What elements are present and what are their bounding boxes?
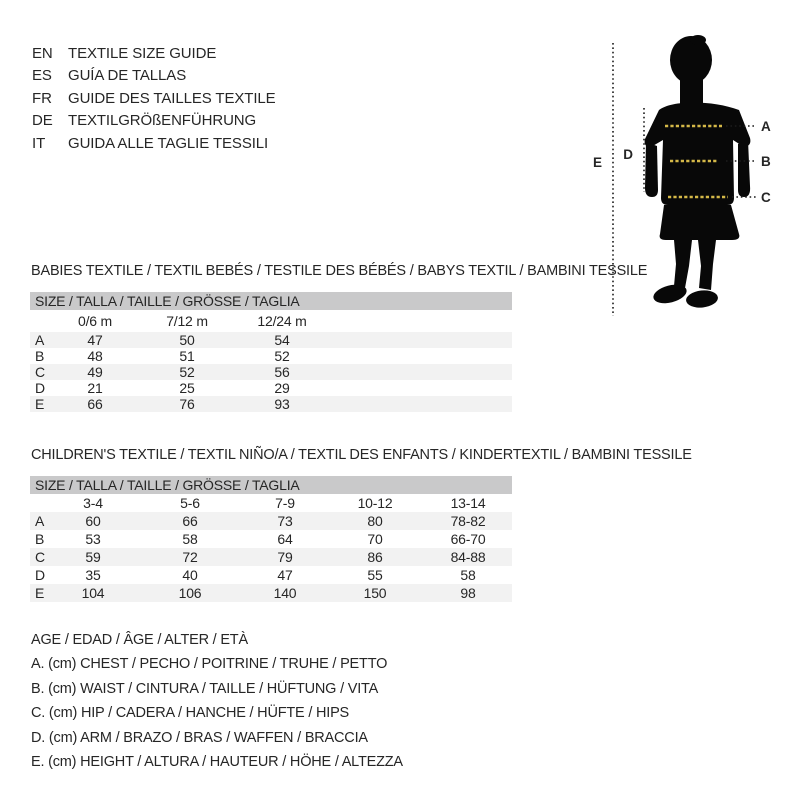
table-cell: 79 (277, 549, 293, 565)
column-header: 7/12 m (166, 313, 208, 329)
marker-label-d: D (623, 147, 633, 162)
lang-row-es (32, 65, 276, 88)
row-label: D (35, 567, 45, 583)
row-label: C (35, 549, 45, 565)
silhouette-left-arm (645, 142, 658, 197)
children-section-title: CHILDREN'S TEXTILE / TEXTIL NIÑO/A / TEXTIL DES ENFANTS / KINDERTEXTIL / BAMBINI TESSILE (31, 447, 692, 463)
table-row (30, 396, 512, 412)
legend-line-hip: C. (cm) HIP / CADERA / HANCHE / HÜFTE / HIPS (31, 705, 350, 722)
table-cell: 98 (460, 585, 476, 601)
lang-code: IT (32, 134, 46, 152)
legend-line-chest: A. (cm) CHEST / PECHO / POITRINE / TRUHE / PETTO (31, 656, 388, 673)
lang-title: GUÍA DE TALLAS (68, 67, 187, 85)
silhouette-hair (690, 35, 706, 45)
table-cell: 72 (182, 549, 198, 565)
table-cell: 49 (87, 364, 103, 380)
table-cell: 59 (85, 549, 101, 565)
marker-label-c: C (761, 190, 771, 205)
table-row (30, 332, 512, 348)
table-cell: 140 (273, 585, 297, 601)
lang-title: TEXTILGRÖßENFÜHRUNG (68, 112, 257, 130)
column-header: 5-6 (180, 495, 200, 511)
table-cell: 52 (179, 364, 195, 380)
column-header: 7-9 (275, 495, 295, 511)
table-cell: 150 (363, 585, 387, 601)
table-cell: 66 (182, 513, 198, 529)
row-label: D (35, 380, 45, 396)
column-header: 13-14 (450, 495, 486, 511)
table-cell: 78-82 (450, 513, 486, 529)
table-cell: 25 (179, 380, 195, 396)
table-row (30, 548, 512, 566)
marker-label-b: B (761, 154, 771, 169)
column-header-row (30, 310, 512, 332)
table-cell: 35 (85, 567, 101, 583)
table-cell: 50 (179, 332, 195, 348)
table-cell: 84-88 (450, 549, 486, 565)
lang-row-fr (32, 87, 276, 110)
table-cell: 70 (367, 531, 383, 547)
table-row (30, 530, 512, 548)
table-row (30, 348, 512, 364)
child-silhouette (645, 35, 751, 309)
table-cell: 64 (277, 531, 293, 547)
table-cell: 66-70 (450, 531, 486, 547)
silhouette-left-leg (674, 240, 692, 288)
row-label: B (35, 531, 45, 547)
table-cell: 47 (87, 332, 103, 348)
babies-section-title: BABIES TEXTILE / TEXTIL BEBÉS / TESTILE DES BÉBÉS / BABYS TEXTIL / BAMBINI TESSILE (31, 263, 648, 279)
lang-code: EN (32, 44, 53, 62)
row-label: A (35, 332, 45, 348)
table-row (30, 584, 512, 602)
table-cell: 80 (367, 513, 383, 529)
table-cell: 52 (274, 348, 290, 364)
table-cell: 29 (274, 380, 290, 396)
table-cell: 51 (179, 348, 195, 364)
silhouette-right-arm (738, 140, 750, 197)
table-cell: 40 (182, 567, 198, 583)
silhouette-right-leg (698, 240, 716, 290)
lang-title: GUIDA ALLE TAGLIE TESSILI (68, 134, 269, 152)
measurement-legend (31, 628, 403, 774)
lang-title: GUIDE DES TAILLES TEXTILE (68, 89, 276, 107)
lang-row-it (32, 132, 276, 155)
column-header: 12/24 m (257, 313, 307, 329)
silhouette-right-shoe (685, 289, 719, 309)
column-header: 0/6 m (77, 313, 113, 329)
legend-line-arm: D. (cm) ARM / BRAZO / BRAS / WAFFEN / BRACCIA (31, 729, 368, 746)
table-row (30, 380, 512, 396)
size-bar: SIZE / TALLA / TAILLE / GRÖSSE / TAGLIA (30, 292, 512, 310)
table-cell: 76 (179, 396, 195, 412)
silhouette-head (670, 36, 712, 84)
table-cell: 60 (85, 513, 101, 529)
table-cell: 54 (274, 332, 290, 348)
table-cell: 58 (460, 567, 476, 583)
row-label: E (35, 396, 45, 412)
language-title-block (32, 42, 276, 155)
silhouette-shirt (645, 103, 751, 206)
table-cell: 104 (81, 585, 105, 601)
children-size-table (30, 476, 512, 602)
table-cell: 66 (87, 396, 103, 412)
lang-row-en (32, 42, 276, 65)
table-row (30, 364, 512, 380)
legend-line-age: AGE / EDAD / ÂGE / ALTER / ETÀ (31, 632, 248, 648)
row-label: C (35, 364, 45, 380)
table-cell: 56 (274, 364, 290, 380)
row-label: B (35, 348, 45, 364)
table-cell: 47 (277, 567, 293, 583)
table-cell: 73 (277, 513, 293, 529)
table-row (30, 512, 512, 530)
lang-code: ES (32, 67, 52, 85)
legend-line-height: E. (cm) HEIGHT / ALTURA / HAUTEUR / HÖHE / ALTEZZA (31, 754, 403, 771)
table-cell: 86 (367, 549, 383, 565)
lang-title: TEXTILE SIZE GUIDE (68, 44, 217, 62)
table-cell: 58 (182, 531, 198, 547)
column-header: 10-12 (357, 495, 393, 511)
row-label: E (35, 585, 45, 601)
row-label: A (35, 513, 45, 529)
babies-size-table (30, 292, 512, 412)
table-row (30, 566, 512, 584)
table-cell: 48 (87, 348, 103, 364)
legend-line-waist: B. (cm) WAIST / CINTURA / TAILLE / HÜFTUNG / VITA (31, 680, 379, 697)
size-bar: SIZE / TALLA / TAILLE / GRÖSSE / TAGLIA (30, 476, 512, 494)
table-cell: 106 (178, 585, 202, 601)
table-cell: 53 (85, 531, 101, 547)
marker-label-a: A (761, 119, 771, 134)
lang-code: FR (32, 89, 52, 107)
column-header: 3-4 (83, 495, 103, 511)
column-header-row (30, 494, 512, 512)
table-cell: 93 (274, 396, 290, 412)
lang-row-de (32, 110, 276, 133)
silhouette-shorts (660, 205, 740, 240)
table-cell: 55 (367, 567, 383, 583)
table-cell: 21 (87, 380, 103, 396)
marker-label-e: E (592, 155, 602, 170)
lang-code: DE (32, 112, 53, 130)
